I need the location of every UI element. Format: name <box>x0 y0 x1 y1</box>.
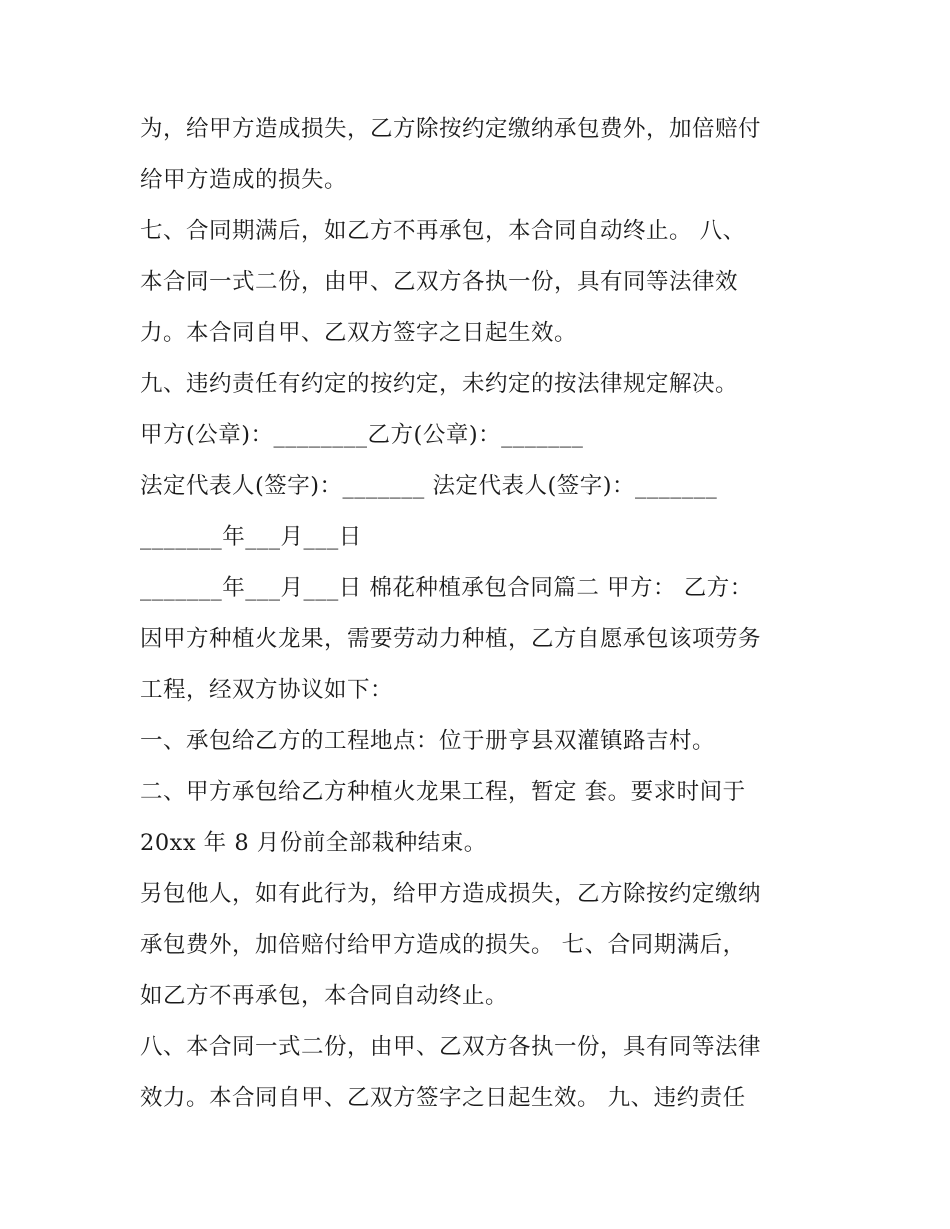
text-line: 效力。本合同自甲、乙双方签字之日起生效。 九、违约责任 <box>140 1085 746 1111</box>
text-line: 另包他人，如有此行为，给甲方造成损失，乙方除按约定缴纳 <box>140 881 762 907</box>
text-line: 力。本合同自甲、乙双方签字之日起生效。 <box>140 320 578 346</box>
text-line: 九、违约责任有约定的按约定，未约定的按法律规定解决。 <box>140 371 739 397</box>
text-line: 一、承包给乙方的工程地点：位于册亨县双灌镇路吉村。 <box>140 728 716 754</box>
text-line: 八、本合同一式二份，由甲、乙双方各执一份，具有同等法律 <box>140 1034 762 1060</box>
text-line: 七、合同期满后，如乙方不再承包，本合同自动终止。 八、 <box>140 218 746 244</box>
text-line: 给甲方造成的损失。 <box>140 167 348 193</box>
date-line-with-heading: _______年___月___日 棉花种植承包合同篇二 甲方： 乙方： <box>140 575 753 601</box>
text-line: 二、甲方承包给乙方种植火龙果工程，暂定 套。要求时间于 <box>140 779 746 805</box>
signature-line-representative: 法定代表人(签字)：_______ 法定代表人(签字)：_______ <box>140 473 718 499</box>
date-line: _______年___月___日 <box>140 524 362 550</box>
signature-line-seal: 甲方(公章)：________乙方(公章)：_______ <box>140 422 584 448</box>
text-line: 承包费外，加倍赔付给甲方造成的损失。 七、合同期满后， <box>140 932 746 958</box>
text-line: 为，给甲方造成损失，乙方除按约定缴纳承包费外，加倍赔付 <box>140 116 762 142</box>
text-line: 20xx 年 8 月份前全部栽种结束。 <box>140 830 487 856</box>
contract-text-body <box>140 104 830 1124</box>
text-line: 如乙方不再承包，本合同自动终止。 <box>140 983 509 1009</box>
text-line: 工程，经双方协议如下： <box>140 677 394 703</box>
text-line: 本合同一式二份，由甲、乙双方各执一份，具有同等法律效 <box>140 269 739 295</box>
text-line: 因甲方种植火龙果，需要劳动力种植，乙方自愿承包该项劳务 <box>140 626 762 652</box>
